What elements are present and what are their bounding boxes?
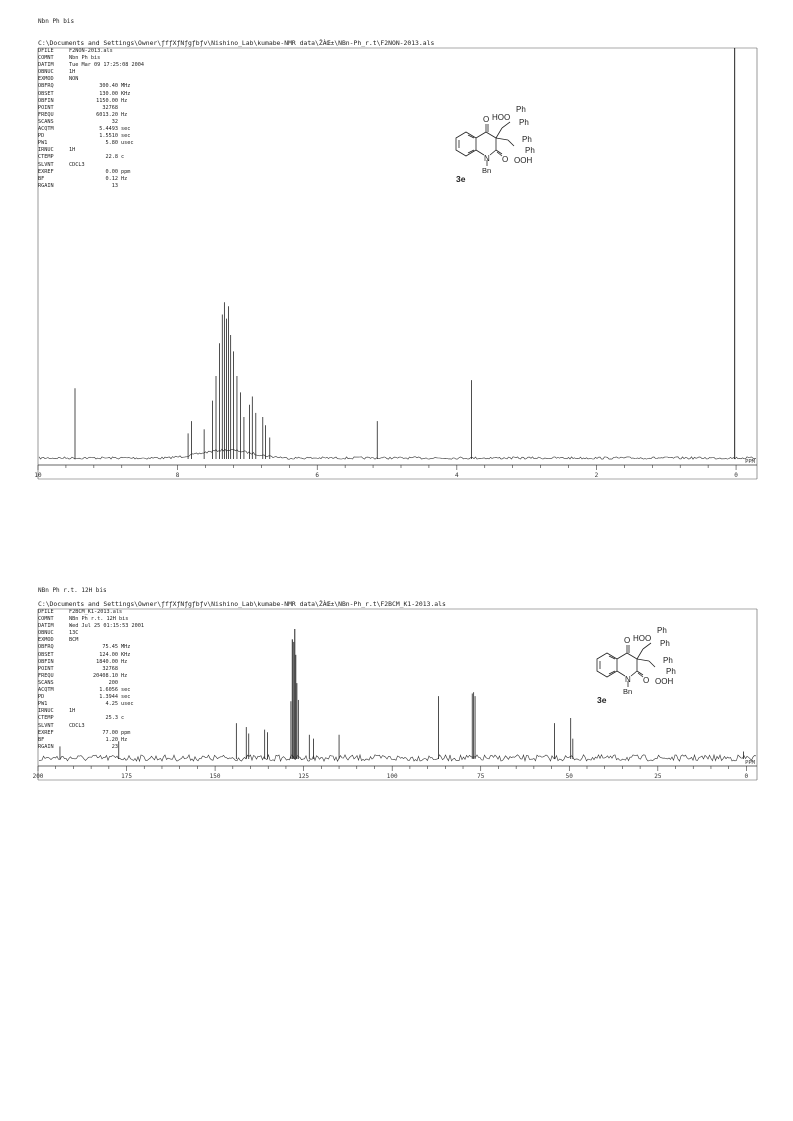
parameter-unit: usec <box>121 701 134 708</box>
parameter-key: DFILE <box>38 48 54 54</box>
parameter-unit: ppm <box>121 729 131 736</box>
parameter-value: 23 <box>111 743 118 750</box>
x-tick-label: 75 <box>477 773 485 780</box>
parameter-key: SCANS <box>38 679 54 686</box>
parameter-value: 0.12 <box>105 175 118 182</box>
atom-label: O <box>502 155 509 164</box>
parameter-key: EXMOD <box>38 76 54 83</box>
parameter-value: 32768 <box>102 665 118 672</box>
parameter-value: 1H <box>69 69 76 76</box>
parameter-value: Tue Mar 09 17:25:08 2004 <box>69 62 144 69</box>
atom-label: Bn <box>623 687 633 696</box>
atom-label: O <box>643 676 650 685</box>
parameter-value: 32 <box>111 118 118 125</box>
parameter-key: EXREF <box>38 729 54 736</box>
parameter-unit: sec <box>121 694 131 701</box>
atom-label: OOH <box>655 677 674 686</box>
parameter-value: 200 <box>108 679 118 686</box>
parameter-key: PD <box>38 694 45 701</box>
parameter-key: BF <box>38 736 45 743</box>
parameter-unit: sec <box>121 687 131 694</box>
x-tick-label: 150 <box>209 773 221 780</box>
parameter-value: 1.3944 <box>99 694 118 701</box>
atom-label: Ph <box>516 105 526 114</box>
parameter-value: 4.25 <box>105 701 118 708</box>
parameter-key: IRNUC <box>38 147 54 154</box>
parameter-value: 1150.00 <box>96 97 118 104</box>
parameter-key: PW1 <box>38 701 48 708</box>
atom-label: HOO <box>492 113 511 122</box>
parameter-key: DFILE <box>38 609 54 615</box>
parameter-key: OBSET <box>38 90 54 97</box>
parameter-value: 25.3 <box>105 715 118 722</box>
atom-label: N <box>625 675 631 684</box>
parameter-key: DATIM <box>38 623 54 630</box>
parameter-value: NBn Ph r.t. 12H bis <box>69 616 129 623</box>
x-tick-label: 175 <box>121 773 132 780</box>
atom-label: N <box>484 154 490 163</box>
atom-label: O <box>624 636 631 645</box>
atom-label: HOO <box>633 634 652 643</box>
parameter-value: 1.5510 <box>99 133 118 140</box>
x-tick-label: 200 <box>32 773 44 780</box>
atom-label: Ph <box>522 135 532 144</box>
parameter-value: 1840.00 <box>96 658 118 665</box>
parameter-unit: c <box>121 715 125 722</box>
x-tick-label: 25 <box>654 773 662 780</box>
parameter-value: CDCL3 <box>69 722 85 729</box>
parameter-key: DATIM <box>38 62 54 69</box>
parameter-value: 130.00 <box>99 90 118 97</box>
parameter-unit: ppm <box>121 168 131 175</box>
parameter-unit: sec <box>121 126 131 133</box>
parameter-value: 75.45 <box>102 644 118 651</box>
x-tick-label: 10 <box>34 472 42 479</box>
parameter-key: CTEMP <box>38 154 54 161</box>
compound-label: 3e <box>597 695 607 705</box>
parameter-key: BF <box>38 175 45 182</box>
x-tick-label: 0 <box>744 773 749 780</box>
parameter-unit: c <box>121 154 125 161</box>
parameter-value: Nbn Ph bis <box>69 55 101 62</box>
parameter-key: IRNUC <box>38 708 54 715</box>
parameter-value: 1H <box>69 147 76 154</box>
parameter-unit: Hz <box>121 672 128 679</box>
x-tick-label: 8 <box>175 472 180 479</box>
parameter-unit: Hz <box>121 736 128 743</box>
atom-label: Ph <box>525 146 535 155</box>
x-axis-label: PPM <box>745 760 755 766</box>
atom-label: Ph <box>666 667 676 676</box>
parameter-key: FREQU <box>38 111 54 118</box>
x-tick-label: 4 <box>455 472 459 479</box>
parameter-value: 32768 <box>102 104 118 111</box>
spectrum-baseline <box>39 449 756 459</box>
parameter-key: COMNT <box>38 616 54 623</box>
parameter-value: 1.20 <box>105 736 118 743</box>
parameter-value: Wed Jul 25 01:15:53 2001 <box>69 623 144 630</box>
parameter-value: F2NON-2013.als <box>69 48 113 54</box>
parameter-unit: KHz <box>121 651 131 658</box>
parameter-unit: Hz <box>121 97 128 104</box>
parameter-unit: MHz <box>121 644 131 651</box>
parameter-key: SLVNT <box>38 161 54 168</box>
parameter-value: BCM <box>69 637 79 644</box>
x-axis-label: PPM <box>745 459 755 465</box>
parameter-value: 0.00 <box>105 168 118 175</box>
parameter-unit: Hz <box>121 111 128 118</box>
panel-caption: NBn Ph r.t. 12H bis <box>38 587 107 594</box>
parameter-value: F2BCM_K1-2013.als <box>69 609 123 615</box>
parameter-value: 22.8 <box>105 154 118 161</box>
x-tick-label: 50 <box>565 773 573 780</box>
parameter-key: EXREF <box>38 168 54 175</box>
x-tick-label: 6 <box>315 472 320 479</box>
parameter-value: 77.00 <box>102 729 118 736</box>
parameter-key: SLVNT <box>38 722 54 729</box>
parameter-unit: Hz <box>121 175 128 182</box>
parameter-key: CTEMP <box>38 715 54 722</box>
parameter-key: OBFIN <box>38 97 54 104</box>
parameter-value: 300.40 <box>99 83 118 90</box>
parameter-value: CDCL3 <box>69 161 85 168</box>
panel-caption: Nbn Ph bis <box>38 18 75 25</box>
atom-label: O <box>483 115 490 124</box>
x-tick-label: 125 <box>298 773 310 780</box>
x-tick-label: 2 <box>594 472 599 479</box>
parameter-key: RGAIN <box>38 743 54 750</box>
parameter-unit: KHz <box>121 90 131 97</box>
parameter-value: NON <box>69 76 79 83</box>
atom-label: Ph <box>519 118 529 127</box>
parameter-key: FREQU <box>38 672 54 679</box>
parameter-value: 5.80 <box>105 140 118 147</box>
parameter-key: RGAIN <box>38 182 54 189</box>
parameter-unit: sec <box>121 133 131 140</box>
parameter-key: OBSET <box>38 651 54 658</box>
parameter-key: OBFRQ <box>38 644 54 651</box>
parameter-key: COMNT <box>38 55 54 62</box>
parameter-unit: usec <box>121 140 134 147</box>
parameter-key: OBFIN <box>38 658 54 665</box>
parameter-key: ACQTM <box>38 687 54 694</box>
atom-label: Ph <box>657 626 667 635</box>
parameter-key: PD <box>38 133 45 140</box>
parameter-key: OBFRQ <box>38 83 54 90</box>
atom-label: OOH <box>514 156 533 165</box>
atom-label: Ph <box>660 639 670 648</box>
atom-label: Ph <box>663 656 673 665</box>
parameter-unit: Hz <box>121 658 128 665</box>
x-tick-label: 100 <box>386 773 398 780</box>
parameter-value: 13C <box>69 630 79 637</box>
file-path: C:\Documents and Settings\Owner\ƒfƒXƒNƒgƒbƒv\Nishino_Lab\kumabe-NMR data\ŽÀŒ±\NBn-Ph_r.t\F2NON-2013.als <box>38 39 435 47</box>
parameter-value: 1.6056 <box>99 687 118 694</box>
parameter-key: ACQTM <box>38 126 54 133</box>
atom-label: Bn <box>482 166 492 175</box>
parameter-value: 5.4493 <box>99 126 118 133</box>
file-path: C:\Documents and Settings\Owner\ƒfƒXƒNƒgƒbƒv\Nishino_Lab\kumabe-NMR data\ŽÀŒ±\NBn-Ph_r.t\F2BCM_K1-2013.als <box>38 600 446 608</box>
spectrum-baseline <box>39 755 756 761</box>
parameter-value: 124.00 <box>99 651 118 658</box>
parameter-key: EXMOD <box>38 637 54 644</box>
parameter-value: 20408.10 <box>93 672 118 679</box>
x-tick-label: 0 <box>734 472 738 479</box>
parameter-key: OBNUC <box>38 630 54 637</box>
compound-label: 3e <box>456 174 466 184</box>
parameter-unit: MHz <box>121 83 131 90</box>
parameter-value: 1H <box>69 708 76 715</box>
parameter-key: POINT <box>38 104 54 111</box>
parameter-value: 6013.20 <box>96 111 118 118</box>
parameter-key: SCANS <box>38 118 54 125</box>
parameter-value: 13 <box>111 182 118 189</box>
parameter-key: PW1 <box>38 140 48 147</box>
parameter-key: POINT <box>38 665 54 672</box>
parameter-key: OBNUC <box>38 69 54 76</box>
